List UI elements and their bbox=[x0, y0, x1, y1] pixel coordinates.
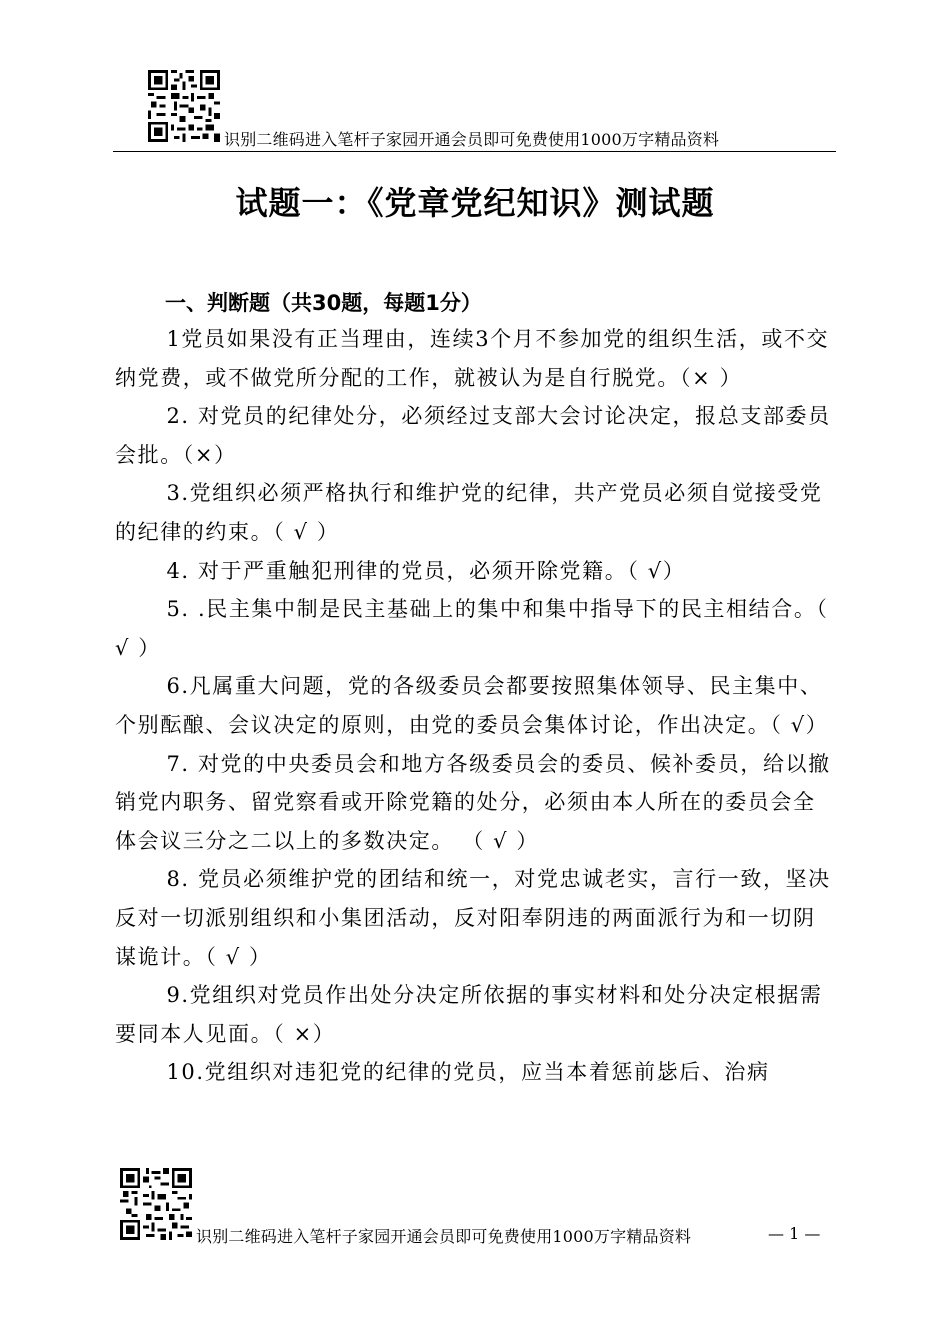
footer-qr-code-icon bbox=[120, 1168, 192, 1240]
question-item: 8. 党员必须维护党的团结和统一，对党忠诚老实，言行一致，坚决反对一切派别组织和小集团活动，反对阳奉阴违的两面派行为和一切阴谋诡计。（ √ ） bbox=[115, 867, 831, 969]
question-item: 7. 对党的中央委员会和地方各级委员会的委员、候补委员，给以撤销党内职务、留党察看或开除党籍的处分，必须由本人所在的委员会全体会议三分之二以上的多数决定。 （ √ ） bbox=[115, 751, 831, 853]
question-list bbox=[115, 320, 835, 1092]
header-promo-text: 识别二维码进入笔杆子家园开通会员即可免费使用1000万字精品资料 bbox=[224, 130, 720, 149]
header-divider bbox=[113, 151, 836, 152]
question-item: 3.党组织必须严格执行和维护党的纪律，共产党员必须自觉接受党的纪律的约束。（ √ ） bbox=[115, 481, 823, 544]
page-title: 试题一：《党章党纪知识》测试题 bbox=[235, 184, 715, 222]
question-item: 1党员如果没有正当理由，连续3个月不参加党的组织生活，或不交纳党费，或不做党所分配的工作，就被认为是自行脱党。（× ） bbox=[115, 327, 830, 390]
section-heading: 一、判断题（共30题，每题1分） bbox=[165, 291, 482, 315]
page-number: — 1 — bbox=[768, 1224, 821, 1243]
footer-promo-text: 识别二维码进入笔杆子家园开通会员即可免费使用1000万字精品资料 bbox=[196, 1227, 692, 1246]
question-item: 5. .民主集中制是民主基础上的集中和集中指导下的民主相结合。（ √ ） bbox=[115, 597, 829, 660]
question-item: 6.凡属重大问题，党的各级委员会都要按照集体领导、民主集中、个别酝酿、会议决定的原则，由党的委员会集体讨论，作出决定。（ √） bbox=[115, 674, 829, 737]
header-qr-code-icon bbox=[148, 70, 220, 142]
question-item: 9.党组织对党员作出处分决定所依据的事实材料和处分决定根据需要同本人见面。（ ×） bbox=[115, 983, 823, 1046]
question-item: 2. 对党员的纪律处分，必须经过支部大会讨论决定，报总支部委员会批。（×） bbox=[115, 404, 831, 467]
question-item: 4. 对于严重触犯刑律的党员，必须开除党籍。（ √） bbox=[166, 558, 686, 583]
question-item: 10.党组织对违犯党的纪律的党员，应当本着惩前毖后、治病 bbox=[166, 1060, 770, 1085]
